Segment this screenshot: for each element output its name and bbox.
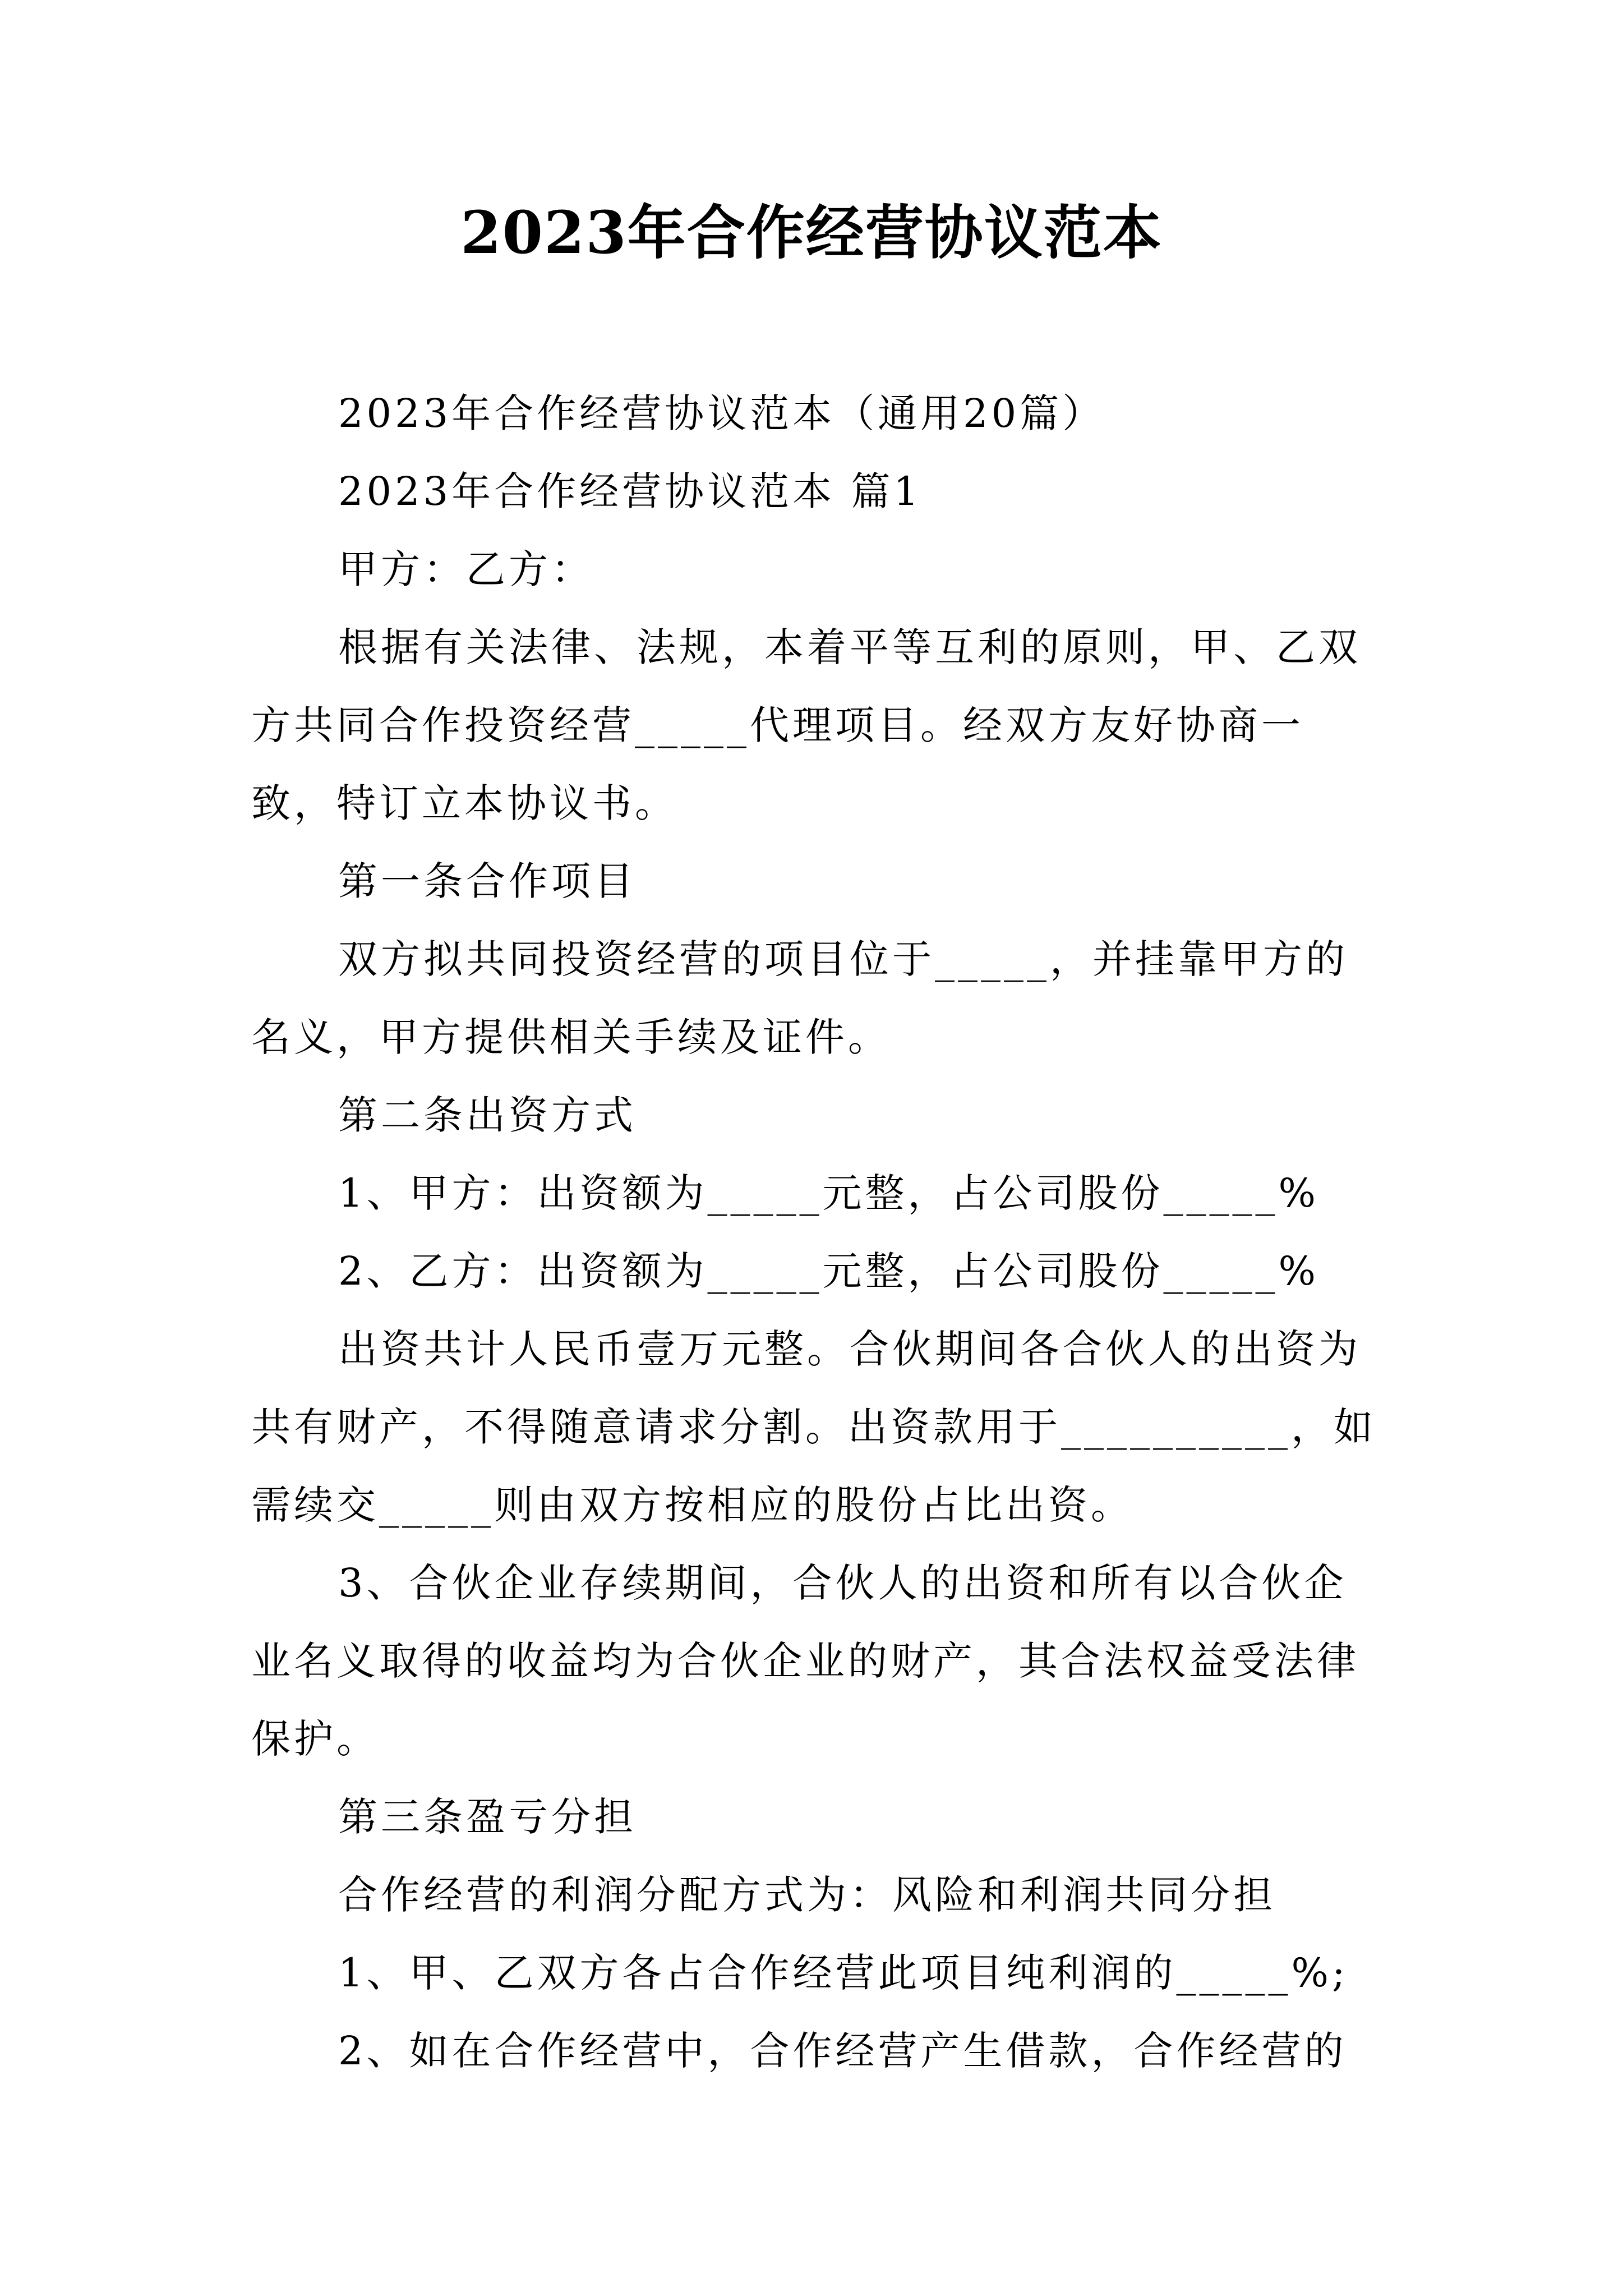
paragraph-parties: 甲方：乙方： [338,546,594,592]
paragraph-article-1-heading: 第一条合作项目 [338,858,637,904]
paragraph-article-2-item-1: 1、甲方：出资额为_____元整，占公司股份_____% [338,1170,1320,1216]
paragraph-article-3-item-1: 1、甲、乙双方各占合作经营此项目纯利润的_____%; [338,1950,1349,1996]
paragraph-article-3-heading: 第三条盈亏分担 [338,1794,637,1840]
paragraph-article-3-intro: 合作经营的利润分配方式为：风险和利润共同分担 [338,1872,1276,1918]
paragraph-article-3-item-2: 2、如在合作经营中，合作经营产生借款，合作经营的 [338,2028,1347,2074]
document-title: 2023年合作经营协议范本 [460,198,1163,267]
paragraph-preamble: 根据有关法律、法规，本着平等互利的原则，甲、乙双方共同合作投资经营_____代理项目。经双方友好协商一致，特订立本协议书。 [251,624,1361,826]
paragraph-article-2-total: 出资共计人民币壹万元整。合伙期间各合伙人的出资为共有财产，不得随意请求分割。出资款用于__________，如需续交_____则由双方按相应的股份占比出资。 [251,1326,1376,1528]
document-body [251,375,1384,2090]
paragraph-article-2-item-2: 2、乙方：出资额为_____元整，占公司股份_____% [338,1248,1320,1294]
paragraph-article-2-item-3: 3、合伙企业存续期间，合伙人的出资和所有以合伙企业名义取得的收益均为合伙企业的财产，其合法权益受法律保护。 [251,1560,1359,1762]
paragraph-article-2-heading: 第二条出资方式 [338,1092,637,1138]
paragraph-subtitle: 2023年合作经营协议范本（通用20篇） [338,390,1105,436]
paragraph-section-heading: 2023年合作经营协议范本 篇1 [338,468,922,514]
paragraph-article-1-body: 双方拟共同投资经营的项目位于_____，并挂靠甲方的名义，甲方提供相关手续及证件。 [251,936,1348,1060]
